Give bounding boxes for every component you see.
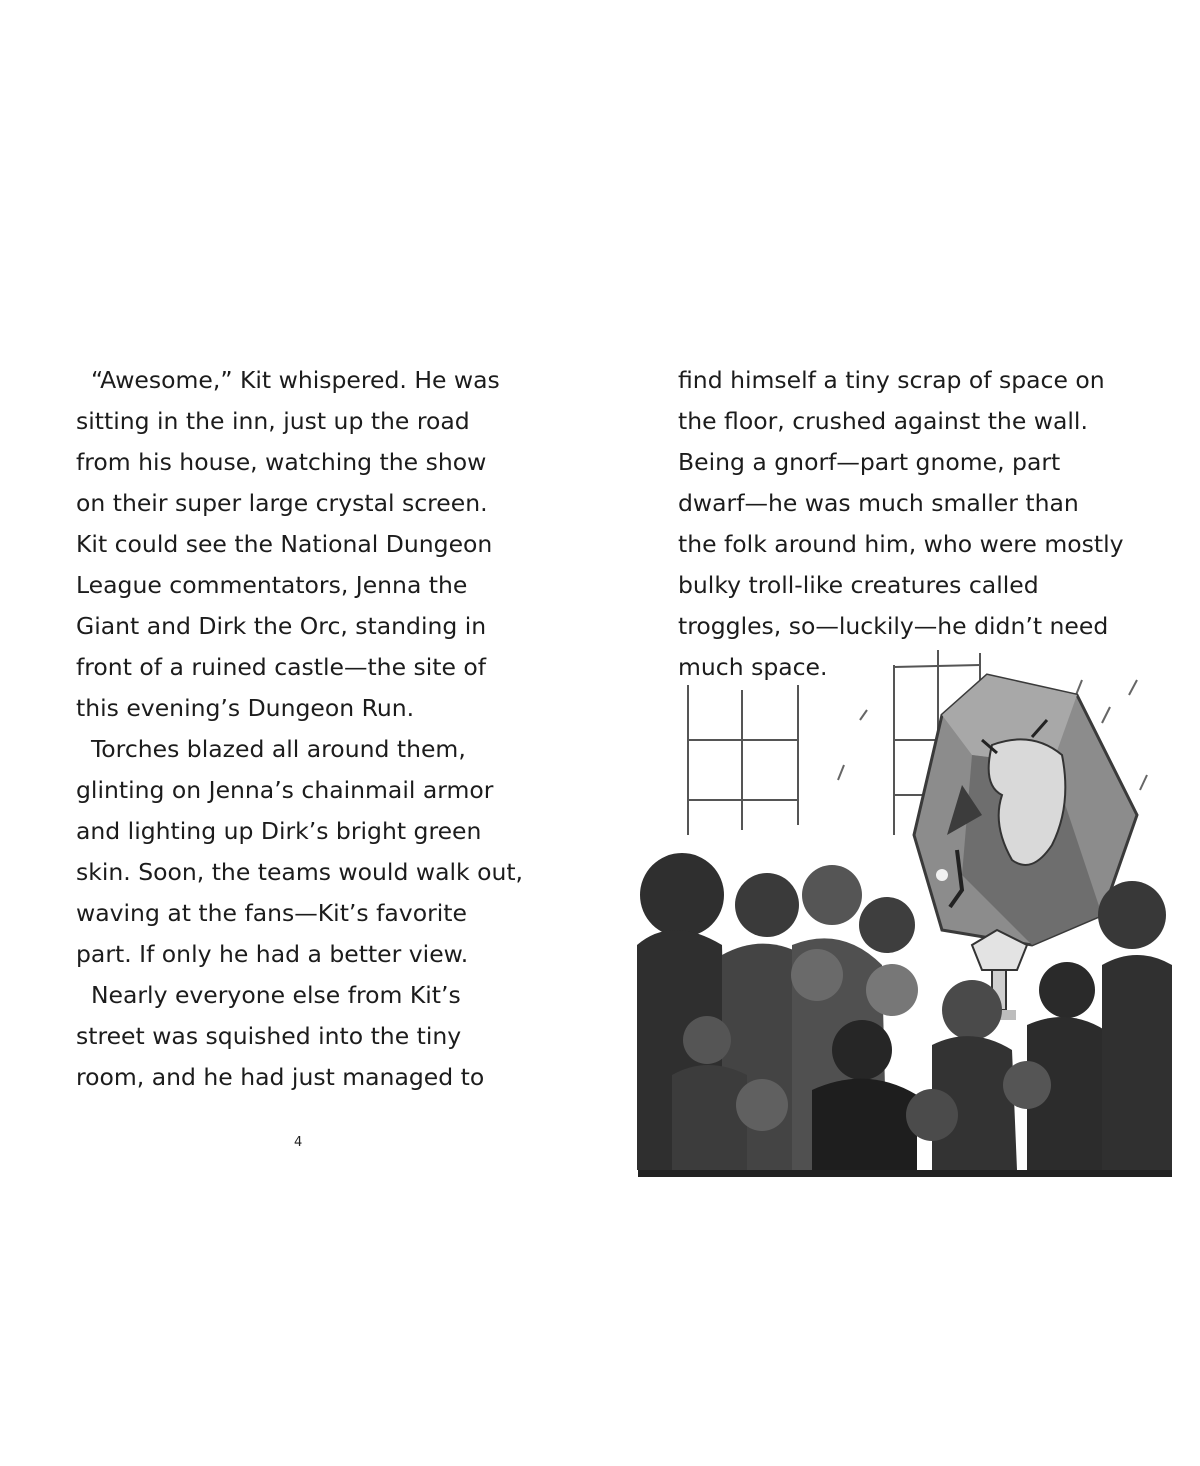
text-line: front of a ruined castle—the site of (76, 653, 487, 681)
text-line: dwarf—he was much smaller than (678, 489, 1079, 517)
text-line: “Awesome,” Kit whispered. He was (76, 366, 500, 394)
text-line: Torches blazed all around them, (76, 735, 466, 763)
right-page-text (678, 360, 1148, 688)
text-line: from his house, watching the show (76, 448, 487, 476)
text-line: Being a gnorf—part gnome, part (678, 448, 1061, 476)
text-line: waving at the fans—Kit’s favorite (76, 899, 467, 927)
text-line: bulky troll-like creatures called (678, 571, 1039, 599)
crowd-illustration (632, 645, 1172, 1177)
text-line: skin. Soon, the teams would walk out, (76, 858, 524, 886)
left-page-text (76, 360, 526, 1098)
page-number: 4 (294, 1135, 303, 1150)
text-line: troggles, so—luckily—he didn’t need (678, 612, 1109, 640)
text-line: the floor, crushed against the wall. (678, 407, 1088, 435)
text-line: Kit could see the National Dungeon (76, 530, 493, 558)
text-line: on their super large crystal screen. (76, 489, 488, 517)
text-line: much space. (678, 653, 828, 681)
text-line: glinting on Jenna’s chainmail armor (76, 776, 494, 804)
text-line: street was squished into the tiny (76, 1022, 462, 1050)
text-line: Nearly everyone else from Kit’s (76, 981, 461, 1009)
text-line: and lighting up Dirk’s bright green (76, 817, 482, 845)
text-line: League commentators, Jenna the (76, 571, 468, 599)
text-line: the folk around him, who were mostly (678, 530, 1124, 558)
text-line: sitting in the inn, just up the road (76, 407, 470, 435)
text-line: Giant and Dirk the Orc, standing in (76, 612, 487, 640)
text-line: find himself a tiny scrap of space on (678, 366, 1105, 394)
text-line: room, and he had just managed to (76, 1063, 485, 1091)
text-line: this evening’s Dungeon Run. (76, 694, 415, 722)
text-line: part. If only he had a better view. (76, 940, 469, 968)
